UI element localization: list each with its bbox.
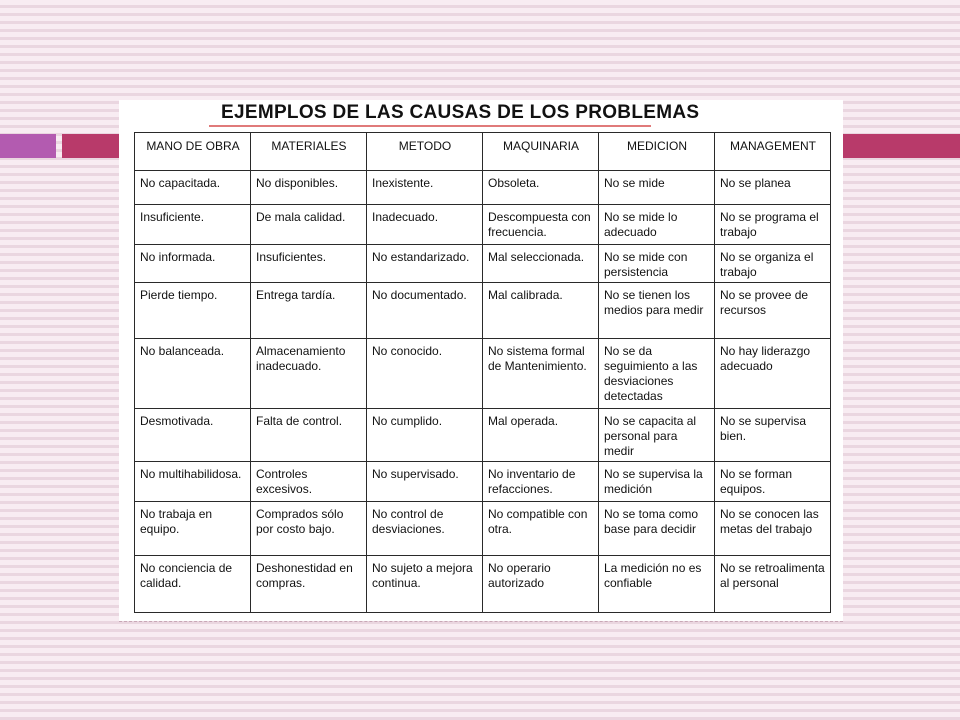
table-cell: Falta de control. xyxy=(251,409,367,462)
table-cell: Obsoleta. xyxy=(483,171,599,205)
table-row xyxy=(135,339,831,409)
title-underline xyxy=(209,125,651,127)
table-cell: No hay liderazgo adecuado xyxy=(715,339,831,409)
table-row xyxy=(135,409,831,462)
table-cell: No se conocen las metas del trabajo xyxy=(715,502,831,556)
table-cell: Mal operada. xyxy=(483,409,599,462)
table-cell: No se provee de recursos xyxy=(715,283,831,339)
table-cell: Deshonestidad en compras. xyxy=(251,556,367,613)
slide-image-card xyxy=(119,100,843,621)
table-cell: No balanceada. xyxy=(135,339,251,409)
table-cell: No se supervisa bien. xyxy=(715,409,831,462)
table-cell: Entrega tardía. xyxy=(251,283,367,339)
table-cell: Almacenamiento inadecuado. xyxy=(251,339,367,409)
table-cell: Inadecuado. xyxy=(367,205,483,245)
table-cell: No se forman equipos. xyxy=(715,462,831,502)
table-cell: No inventario de refacciones. xyxy=(483,462,599,502)
header-medicion: MEDICION xyxy=(599,133,715,171)
table-cell: Desmotivada. xyxy=(135,409,251,462)
table-cell: De mala calidad. xyxy=(251,205,367,245)
table-cell: No supervisado. xyxy=(367,462,483,502)
table-cell: No se organiza el trabajo xyxy=(715,245,831,283)
header-mano-de-obra: MANO DE OBRA xyxy=(135,133,251,171)
causes-table xyxy=(134,132,831,613)
table-row xyxy=(135,556,831,613)
table-cell: No sistema formal de Mantenimiento. xyxy=(483,339,599,409)
header-metodo: METODO xyxy=(367,133,483,171)
table-cell: Inexistente. xyxy=(367,171,483,205)
table-cell: No se mide lo adecuado xyxy=(599,205,715,245)
table-cell: No multihabilidosa. xyxy=(135,462,251,502)
table-cell: No se programa el trabajo xyxy=(715,205,831,245)
table-cell: No se supervisa la medición xyxy=(599,462,715,502)
table-cell: No trabaja en equipo. xyxy=(135,502,251,556)
table-cell: Insuficientes. xyxy=(251,245,367,283)
table-cell: No se tienen los medios para medir xyxy=(599,283,715,339)
table-cell: Comprados sólo por costo bajo. xyxy=(251,502,367,556)
table-cell: Pierde tiempo. xyxy=(135,283,251,339)
header-maquinaria: MAQUINARIA xyxy=(483,133,599,171)
table-cell: No documentado. xyxy=(367,283,483,339)
table-row xyxy=(135,171,831,205)
header-management: MANAGEMENT xyxy=(715,133,831,171)
table-cell: No se mide xyxy=(599,171,715,205)
table-cell: Controles excesivos. xyxy=(251,462,367,502)
header-materiales: MATERIALES xyxy=(251,133,367,171)
table-cell: No sujeto a mejora continua. xyxy=(367,556,483,613)
table-header-row xyxy=(135,133,831,171)
table-cell: No operario autorizado xyxy=(483,556,599,613)
table-cell: Descompuesta con frecuencia. xyxy=(483,205,599,245)
left-accent-bar xyxy=(0,134,56,158)
table-cell: No capacitada. xyxy=(135,171,251,205)
table-cell: No se toma como base para decidir xyxy=(599,502,715,556)
table-cell: No compatible con otra. xyxy=(483,502,599,556)
dashed-separator xyxy=(119,621,843,622)
table-cell: No se retroalimenta al personal xyxy=(715,556,831,613)
table-cell: No se planea xyxy=(715,171,831,205)
table-cell: Mal seleccionada. xyxy=(483,245,599,283)
slide-title: EJEMPLOS DE LAS CAUSAS DE LOS PROBLEMAS xyxy=(221,102,700,123)
table-cell: La medición no es confiable xyxy=(599,556,715,613)
table-cell: No control de desviaciones. xyxy=(367,502,483,556)
table-cell: No cumplido. xyxy=(367,409,483,462)
table-cell: No conocido. xyxy=(367,339,483,409)
table-cell: Insuficiente. xyxy=(135,205,251,245)
table-cell: No se da seguimiento a las desviaciones detectadas xyxy=(599,339,715,409)
table-cell: No disponibles. xyxy=(251,171,367,205)
table-row xyxy=(135,502,831,556)
table-row xyxy=(135,245,831,283)
table-cell: No estandarizado. xyxy=(367,245,483,283)
table-row xyxy=(135,283,831,339)
table-row xyxy=(135,462,831,502)
table-cell: No se mide con persistencia xyxy=(599,245,715,283)
table-cell: No se capacita al personal para medir xyxy=(599,409,715,462)
table-row xyxy=(135,205,831,245)
table-cell: No conciencia de calidad. xyxy=(135,556,251,613)
table-cell: Mal calibrada. xyxy=(483,283,599,339)
table-cell: No informada. xyxy=(135,245,251,283)
